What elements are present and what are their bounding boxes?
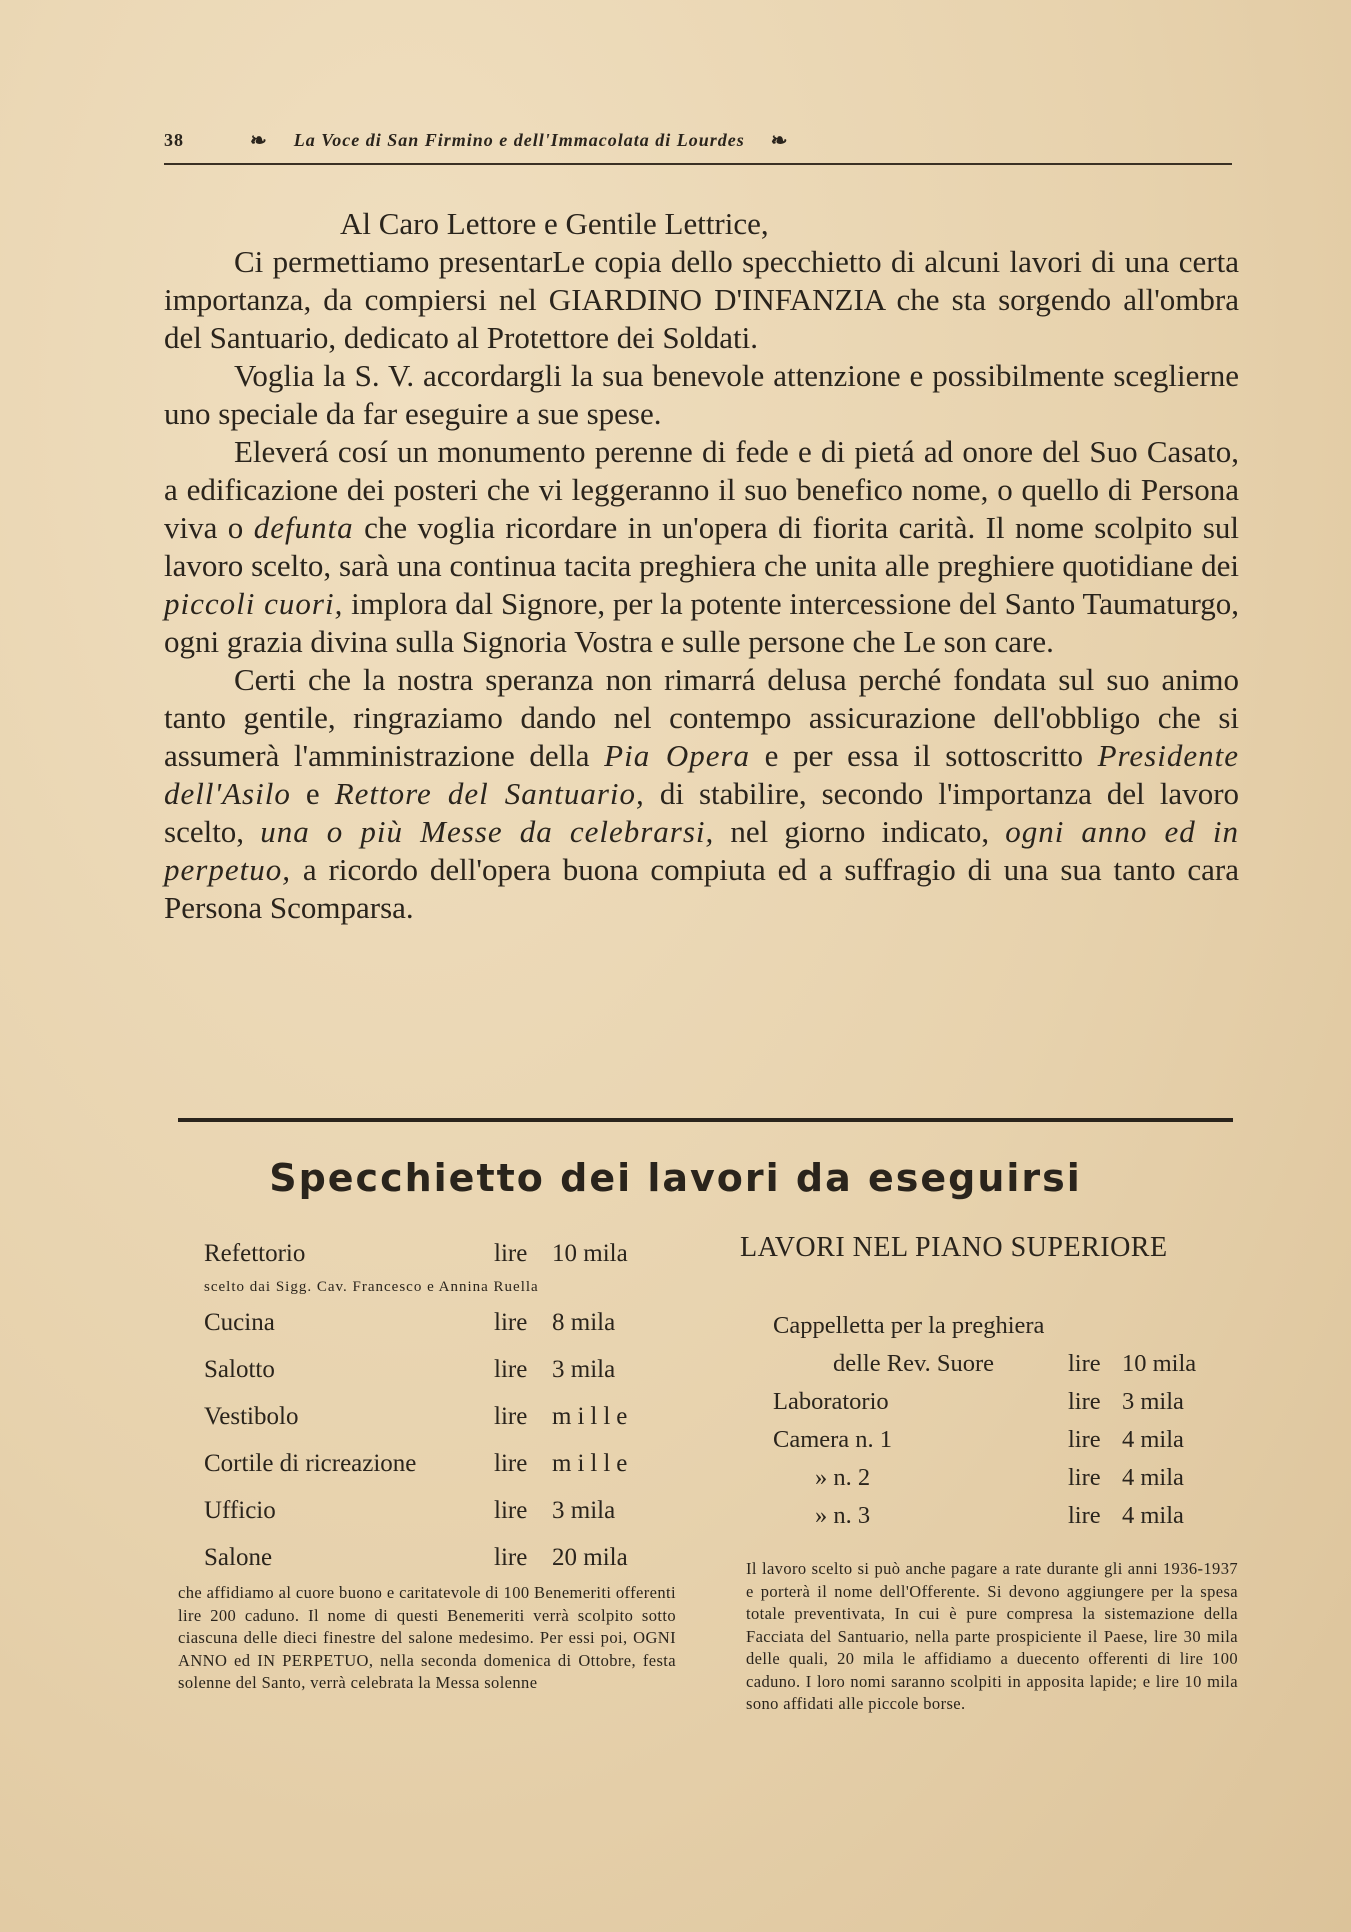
work-name: Salotto <box>204 1356 275 1383</box>
ornament-icon: ❧ <box>250 130 268 152</box>
italic-run: Pia Opera <box>604 738 751 773</box>
work-name: Cucina <box>204 1309 275 1336</box>
payment-note: Il lavoro scelto si può anche pagare a rate durante gli anni 1936-1937 e porterà il nome dell'Offerente. Si devono aggiungere per la spesa totale preventivata, In cui è pure compresa la sistemazione della Facciata del Santuario, nella parte prospiciente il Paese, lire 30 mila delle quali, 20 mila le affidiamo a duecento offerenti di lire 100 caduno. I loro nomi saranno scolpiti in apposita lapide; e lire 10 mila sono affidati alle piccole borse. <box>746 1559 1238 1713</box>
list-item <box>204 1356 654 1403</box>
work-amount: 3 mila <box>1122 1388 1184 1415</box>
work-amount: 4 mila <box>1122 1464 1184 1491</box>
currency: lire <box>1068 1426 1101 1453</box>
running-header <box>164 128 1232 153</box>
text-run: e per essa il sottoscritto <box>764 738 1083 773</box>
currency: lire <box>494 1309 528 1336</box>
work-amount: 3 mila <box>552 1356 616 1383</box>
work-name: delle Rev. Suore <box>833 1350 995 1377</box>
text-run: e <box>305 776 320 811</box>
work-amount: 3 mila <box>552 1497 616 1524</box>
currency: lire <box>494 1497 528 1524</box>
upper-floor-title: LAVORI NEL PIANO SUPERIORE <box>740 1232 1168 1263</box>
currency: lire <box>494 1450 528 1477</box>
italic-run: defunta <box>253 510 354 545</box>
paragraph-4 <box>164 661 1239 927</box>
text-run: Eleverá cosí un monumento perenne di fede e di pietá ad onore del Suo Casato, a edificazione dei posteri che vi leggeranno il suo benefico nome, o quello di Persona viva o <box>164 434 1239 545</box>
work-amount: 20 mila <box>552 1544 628 1571</box>
currency: lire <box>1068 1388 1101 1415</box>
text-run: che voglia ricordare in un'opera di fiorita carità. Il nome scolpito sul lavoro scelto, sarà una continua tacita preghiera che unita alle preghiere quotidiane dei <box>164 510 1240 583</box>
list-item <box>773 1426 1238 1464</box>
header-rule <box>164 163 1232 165</box>
text-run: nel giorno indicato, <box>730 814 990 849</box>
currency: lire <box>494 1240 528 1267</box>
work-amount: 4 mila <box>1122 1502 1184 1529</box>
italic-run: ogni anno ed in perpetuo, <box>164 814 1240 887</box>
work-name: Camera n. 1 <box>773 1426 893 1453</box>
work-amount: 4 mila <box>1122 1426 1184 1453</box>
list-item <box>773 1388 1238 1426</box>
letter-body <box>164 205 1239 927</box>
table-title: Specchietto dei lavori da eseguirsi <box>269 1156 1082 1200</box>
work-amount: 8 mila <box>552 1309 616 1336</box>
paragraph-3 <box>164 433 1239 661</box>
work-name: Ufficio <box>204 1497 276 1524</box>
list-item <box>204 1450 654 1497</box>
work-name: Cappelletta per la preghiera <box>773 1312 1045 1339</box>
ornament-icon: ❧ <box>770 130 789 152</box>
list-item <box>773 1312 1238 1350</box>
italic-run: Presidente dell'Asilo <box>164 738 1239 811</box>
list-item <box>773 1464 1238 1502</box>
work-name: Vestibolo <box>204 1403 299 1430</box>
upper-floor-works-list <box>773 1312 1238 1540</box>
italic-run: piccoli cuori, <box>164 586 344 621</box>
work-name: Cortile di ricreazione <box>204 1450 417 1477</box>
currency: lire <box>494 1544 528 1571</box>
work-name: » n. 2 <box>815 1464 871 1491</box>
italic-run: Rettore del Santuario, <box>334 776 645 811</box>
currency: lire <box>1068 1350 1101 1377</box>
work-name: Salone <box>204 1544 273 1571</box>
list-item <box>773 1350 1238 1388</box>
currency: lire <box>494 1403 528 1430</box>
benefactors-note: che affidiamo al cuore buono e caritatevole di 100 Benemeriti offerenti lire 200 caduno. Il nome di questi Benemeriti verrà scolpito sotto ciascuna delle dieci finestre del salone medesimo. Per essi poi, OGNI ANNO ed IN PERPETUO, nella seconda domenica di Ottobre, festa solenne del Santo, verrà celebrata la Messa solenne <box>178 1583 676 1692</box>
work-name: Laboratorio <box>773 1388 889 1415</box>
work-name: » n. 3 <box>815 1502 871 1529</box>
currency: lire <box>494 1356 528 1383</box>
currency: lire <box>1068 1464 1101 1491</box>
work-name: Refettorio <box>204 1240 306 1267</box>
ground-floor-works-list <box>204 1240 654 1591</box>
list-item <box>204 1403 654 1450</box>
currency: lire <box>1068 1502 1101 1529</box>
work-amount: 10 mila <box>552 1240 628 1267</box>
donor-note: scelto dai Sigg. Cav. Francesco e Annina Ruella <box>204 1279 539 1295</box>
italic-run: una o più Messe da celebrarsi, <box>260 814 715 849</box>
text-run: implora dal Signore, per la potente intercessione del Santo Taumaturgo, ogni grazia divina sulla Signoria Vostra e sulle persone che Le son care. <box>164 586 1240 659</box>
list-item <box>773 1502 1238 1540</box>
text-run: Certi che la nostra speranza non rimarrá delusa perché fondata sul suo animo tanto gentile, ringraziamo dando nel contempo assicurazione dell'obbligo che si assumerà l'amministrazione della <box>164 662 1239 773</box>
work-amount: mille <box>552 1403 634 1430</box>
page-number: 38 <box>164 130 184 150</box>
work-amount: mille <box>552 1450 634 1477</box>
list-item <box>204 1497 654 1544</box>
work-amount: 10 mila <box>1122 1350 1197 1377</box>
publication-title: La Voce di San Firmino e dell'Immacolata di Lourdes <box>293 130 745 150</box>
section-rule <box>178 1118 1233 1122</box>
list-item <box>204 1309 654 1356</box>
paragraph-2: Voglia la S. V. accordargli la sua benevole attenzione e possibilmente sceglierne uno speciale da far eseguire a sue spese. <box>164 358 1239 431</box>
salutation: Al Caro Lettore e Gentile Lettrice, <box>340 206 769 241</box>
text-run: di stabilire, secondo l'importanza del lavoro scelto, <box>164 776 1240 849</box>
text-run: a ricordo dell'opera buona compiuta ed a suffragio di una sua tanto cara Persona Scomparsa. <box>164 852 1240 925</box>
paragraph-1: Ci permettiamo presentarLe copia dello specchietto di alcuni lavori di una certa importanza, da compiersi nel GIARDINO D'INFANZIA che sta sorgendo all'ombra del Santuario, dedicato al Protettore dei Soldati. <box>164 244 1239 355</box>
